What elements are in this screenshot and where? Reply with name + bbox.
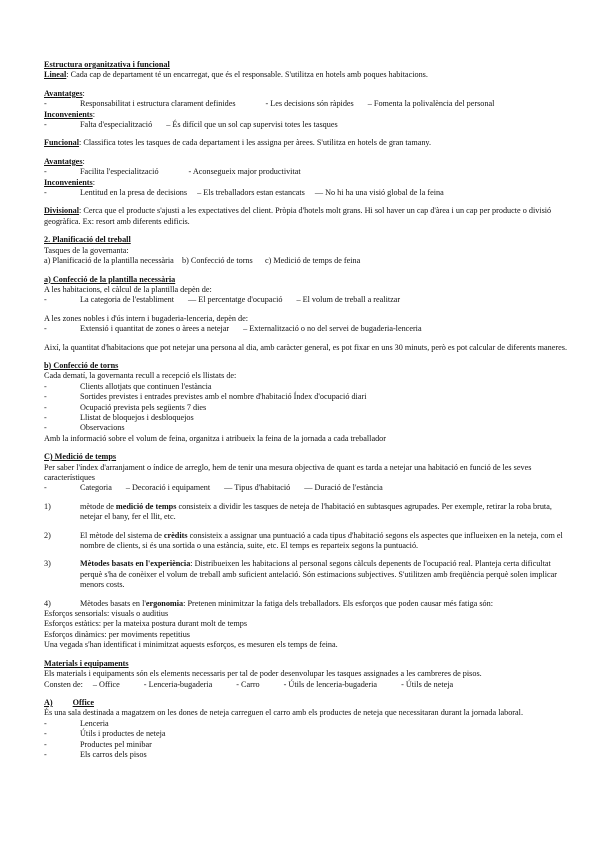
section-title-plantilla: a) Confecció de la plantilla necessària bbox=[44, 274, 176, 284]
list-item: - Els carros dels pisos bbox=[44, 749, 147, 759]
planificacio-intro: Tasques de la governanta: bbox=[44, 245, 129, 255]
ergonomia-line: Esforços dinàmics: per moviments repetitius bbox=[44, 629, 190, 639]
method-2: 2) El mètode del sistema de crèdits consisteix a assignar una puntuació a cada tipus d'habitació segons els aspectes que influeixen en la neteja, com el nombre de clients, si és una sortida o una estància, suite, etc. El temps es reparteix segons la puntuació. bbox=[44, 530, 563, 551]
list-item: - Ocupació prevista pels següents 7 dies bbox=[44, 402, 207, 412]
inconvenients-heading-1: Inconvenients: bbox=[44, 109, 95, 119]
office-heading: A) Office bbox=[44, 697, 95, 707]
medicio-intro: Per saber l'índex d'arranjament o índice de arreglo, hem de tenir una mesura objectiva de quant es tarda a netejar una habitació en funció de les seves característiques bbox=[44, 462, 532, 482]
torns-intro: Cada dematí, la governanta recull a recepció els llistats de: bbox=[44, 371, 237, 381]
method-3: 3) Mètodes basats en l'experiència: Distribueixen les habitacions al personal segons càlculs depenents de l'ocupació real. Planteja certa dificultat perquè s'ha de conèixer el volum de treball amb suficient antelació. Són estimacions subjectives. S'utilitzen amb freqüència perquè solen implicar menors costs. bbox=[44, 559, 557, 590]
funcional-paragraph: Funcional: Classifica totes les tasques de cada departament i les assigna per àrees. S'utilitza en hotels de gran tamany. bbox=[44, 138, 432, 148]
avantatges-heading-2: Avantatges: bbox=[44, 156, 85, 166]
ergonomia-line: Una vegada s'han identificat i minimitzat aquests esforços, es mesuren els temps de feina. bbox=[44, 640, 338, 650]
list-item: - Productes pel minibar bbox=[44, 739, 152, 749]
ergonomia-line: Esforços estàtics: per la mateixa postura durant molt de temps bbox=[44, 619, 248, 629]
section-title-torns: b) Confecció de torns bbox=[44, 360, 119, 370]
list-item: - Clients allotjats que continuen l'estància bbox=[44, 381, 212, 391]
list-item: - Facilita l'especialització - Aconsegueix major productivitat bbox=[44, 167, 301, 177]
plantilla-text: Així, la quantitat d'habitacions que pot netejar una persona al dia, amb caràcter general, es pot fixar en uns 30 minuts, però es pot calcular de diferents maneres. bbox=[44, 342, 568, 352]
method-1: 1) mètode de medició de temps consisteix a dividir les tasques de neteja de l'habitació en subtasques agrupades. Per exemple, retirar la roba bruta, netejar el bany, fer el llit, etc. bbox=[44, 501, 552, 522]
section-title-materials: Materials i equipaments bbox=[44, 658, 129, 668]
list-item: - Extensió i quantitat de zones o àrees a netejar – Externalització o no del servei de bugaderia-lenceria bbox=[44, 324, 422, 334]
list-item: - Categoria – Decoració i equipament — Tipus d'habitació — Duració de l'estància bbox=[44, 483, 383, 493]
lineal-paragraph: Lineal: Cada cap de departament té un encarregat, que és el responsable. S'utilitza en hotels amb poques habitacions. bbox=[44, 70, 428, 80]
list-item: - Útils i productes de neteja bbox=[44, 729, 166, 739]
plantilla-intro: A les habitacions, el càlcul de la plantilla depèn de: bbox=[44, 284, 212, 294]
avantatges-heading-1: Avantatges: bbox=[44, 88, 85, 98]
materials-intro: Els materials i equipaments són els elements necessaris per tal de poder desenvolupar les tasques assignades a les cambreres de pisos. bbox=[44, 669, 482, 679]
list-item: - Falta d'especialització – És difícil que un sol cap supervisi totes les tasques bbox=[44, 120, 338, 130]
section-title-medicio: C) Medició de temps bbox=[44, 452, 117, 462]
inconvenients-heading-2: Inconvenients: bbox=[44, 177, 95, 187]
section-title-estructura: Estructura organitzativa i funcional bbox=[44, 60, 170, 69]
list-item: - Observacions bbox=[44, 423, 125, 433]
document-page bbox=[44, 60, 570, 760]
list-item: - Lenceria bbox=[44, 718, 109, 728]
materials-consten: Consten de: – Office - Lenceria-bugaderia - Carro - Útils de lenceria-bugaderia - Útils de neteja bbox=[44, 679, 454, 689]
planificacio-tasques: a) Planificació de la plantilla necessària b) Confecció de torns c) Medició de temps de feina bbox=[44, 256, 361, 266]
list-item: - Responsabilitat i estructura clarament definides - Les decisions són ràpides – Fomenta la polivalència del personal bbox=[44, 99, 495, 109]
method-4: 4) Mètodes basats en l'ergonomia: Pretenen minimitzar la fatiga dels treballadors. Els esforços que poden causar més fatiga són: bbox=[44, 598, 494, 608]
list-item: - Lentitud en la presa de decisions – Els treballadors estan estancats — No hi ha una visió global de la feina bbox=[44, 188, 444, 198]
torns-outro: Amb la informació sobre el volum de feina, organitza i atribueix la feina de la jornada a cada treballador bbox=[44, 433, 386, 443]
office-intro: És una sala destinada a magatzem on les dones de neteja carreguen el carro amb els productes de neteja que necessitaran durant la jornada laboral. bbox=[44, 708, 523, 718]
list-item: - Llistat de bloquejos i desbloquejos bbox=[44, 412, 194, 422]
section-title-planificacio: 2. Planificació del treball bbox=[44, 235, 131, 245]
list-item: - La categoria de l'establiment — El percentatge d'ocupació – El volum de treball a realitzar bbox=[44, 295, 401, 305]
divisional-paragraph: Divisional: Cerca que el producte s'ajusti a les expectatives del client. Pròpia d'hotels molt grans. Hi sol haver un cap d'àrea i un cap per producte o divisió geogràfica. Ex: resort amb diferents edificis. bbox=[44, 206, 552, 226]
plantilla-intro-2: A les zones nobles i d'ús intern i bugaderia-lenceria, depèn de: bbox=[44, 313, 249, 323]
list-item: - Sortides previstes i entrades previstes amb el nombre d'habitació Índex d'ocupació diari bbox=[44, 392, 367, 402]
ergonomia-line: Esforços sensorials: visuals o auditius bbox=[44, 609, 169, 619]
